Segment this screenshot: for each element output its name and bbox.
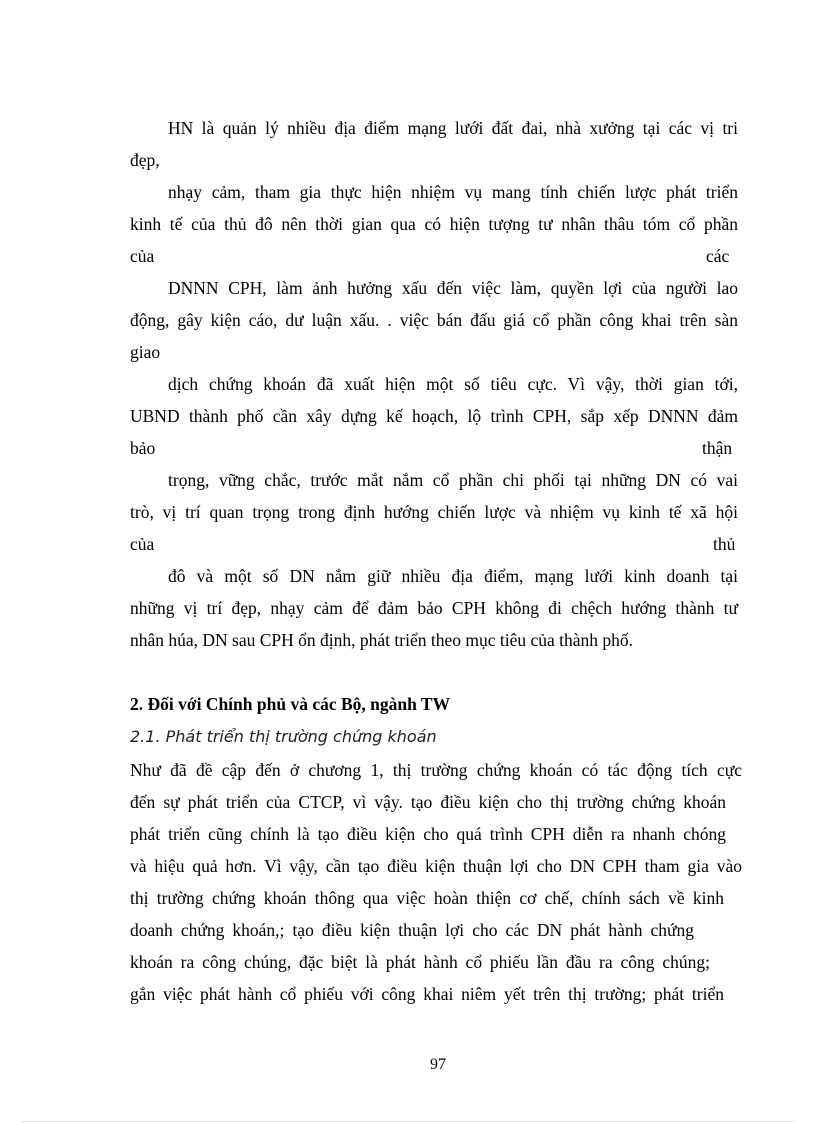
paragraph-line: kinh tế của thủ đô nên thời gian qua có hiện tượng tư nhân thâu tóm cổ phần	[130, 214, 738, 234]
paragraph-line: gắn việc phát hành cổ phiếu với công khai niêm yết trên thị trường; phát triển	[130, 984, 724, 1004]
paragraph-line: các	[706, 246, 730, 266]
paragraph-line: và hiệu quả hơn. Vì vậy, cần tạo điều kiện thuận lợi cho DN CPH tham gia vào	[130, 856, 742, 876]
paragraph-line: của	[130, 246, 155, 266]
paragraph-line: thị trường chứng khoán thông qua việc hoàn thiện cơ chế, chính sách về kinh	[130, 888, 724, 908]
paragraph-line: trò, vị trí quan trọng trong định hướng chiến lược và nhiệm vụ kinh tế xã hội	[130, 502, 738, 522]
paragraph-line: thận	[702, 438, 733, 458]
paragraph-line: trọng, vững chắc, trước mắt nắm cổ phần chi phối tại những DN có vai	[168, 470, 738, 490]
paragraph-line: thủ	[713, 534, 736, 554]
paragraph-line: động, gây kiện cáo, dư luận xấu. . việc bán đấu giá cổ phần công khai trên sàn	[130, 310, 738, 330]
subsection-heading: 2.1. Phát triển thị trường chứng khoán	[130, 727, 437, 746]
paragraph-line: giao	[130, 342, 161, 362]
paragraph-line: nhân húa, DN sau CPH ổn định, phát triển theo mục tiêu của thành phố.	[130, 630, 634, 650]
paragraph-line: những vị trí đẹp, nhạy cảm để đảm bảo CPH không đi chệch hướng thành tư	[130, 598, 738, 618]
paragraph-line: nhạy cảm, tham gia thực hiện nhiệm vụ mang tính chiến lược phát triển	[168, 182, 738, 202]
paragraph-line: dịch chứng khoán đã xuất hiện một số tiêu cực. Vì vậy, thời gian tới,	[168, 374, 738, 394]
paragraph-line: đô và một số DN nắm giữ nhiều địa điểm, mạng lưới kinh doanh tại	[168, 566, 738, 586]
paragraph-line: đến sự phát triển của CTCP, vì vậy. tạo điều kiện cho thị trường chứng khoán	[130, 792, 726, 812]
paragraph-line: DNNN CPH, làm ảnh hưởng xấu đến việc làm, quyền lợi của người lao	[168, 278, 738, 298]
paragraph-line: của	[130, 534, 155, 554]
paragraph-line: phát triển cũng chính là tạo điều kiện cho quá trình CPH diễn ra nhanh chóng	[130, 824, 726, 844]
page-number: 97	[430, 1056, 446, 1073]
paragraph-line: UBND thành phố cần xây dựng kế hoạch, lộ trình CPH, sắp xếp DNNN đảm	[130, 406, 738, 426]
paragraph-line: Như đã đề cập đến ở chương 1, thị trường chứng khoán có tác động tích cực	[130, 760, 742, 780]
footer-divider	[22, 1121, 794, 1122]
paragraph-line: HN là quản lý nhiều địa điểm mạng lưới đất đai, nhà xưởng tại các vị tri	[168, 118, 738, 138]
paragraph-line: khoán ra công chúng, đặc biệt là phát hành cổ phiếu lần đầu ra công chúng;	[130, 952, 710, 972]
paragraph-line: bảo	[130, 438, 156, 458]
paragraph-line: doanh chứng khoán,; tạo điều kiện thuận lợi cho các DN phát hành chứng	[130, 920, 694, 940]
section-heading: 2. Đối với Chính phủ và các Bộ, ngành TW	[130, 694, 451, 714]
paragraph-line: đẹp,	[130, 150, 160, 170]
